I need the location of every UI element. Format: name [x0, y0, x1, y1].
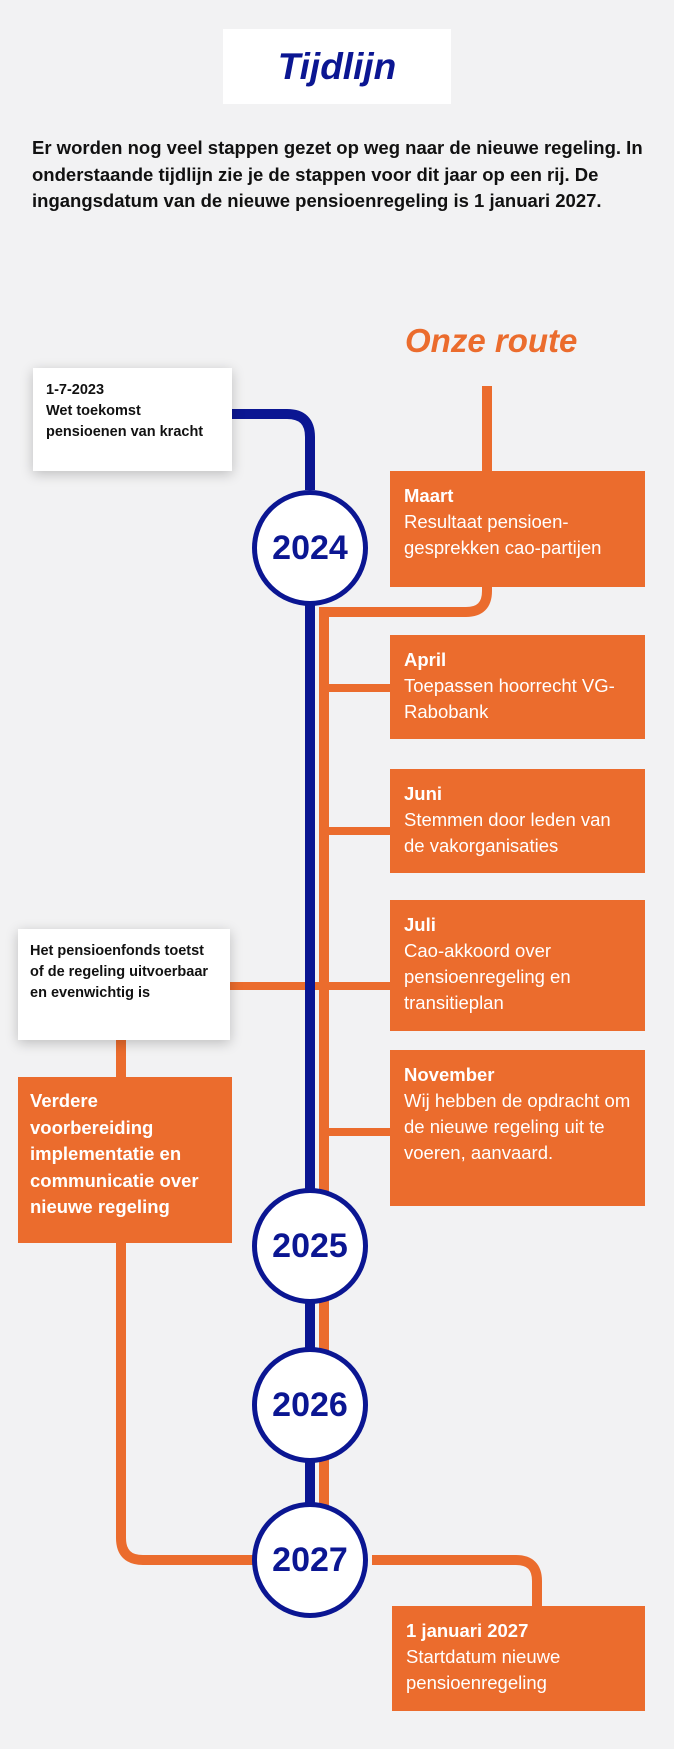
navy-law-connector: [232, 414, 310, 490]
year-label: 2027: [272, 1540, 348, 1579]
event-maart: [390, 471, 645, 587]
event-text: Resultaat pensioen-gesprekken cao-partijen: [404, 511, 602, 558]
orange-prep-route: [121, 1243, 258, 1560]
preparation-text: Verdere voorbereiding implementatie en communicatie over nieuwe regeling: [30, 1090, 199, 1217]
route-title: Onze route: [405, 322, 578, 359]
page-title: Tijdlijn: [277, 45, 397, 87]
law-note-date: 1-7-2023: [46, 382, 105, 398]
event-juli: [390, 900, 645, 1031]
orange-final-route: [372, 1560, 537, 1607]
event-juni: [390, 769, 645, 873]
event-text: Startdatum nieuwe pensioenregeling: [406, 1646, 561, 1693]
law-note-text: Wet toekomst pensioenen van kracht: [46, 403, 204, 440]
intro-text: Er worden nog veel stappen gezet op weg naar de nieuwe regeling. In onderstaande tijdlijn zie je de stappen voor dit jaar op een rij. De ingangsdatum van de nieuwe pensioenregeling is 1 januari 2027.: [32, 137, 643, 211]
law-note-box: [33, 368, 232, 471]
year-label: 2024: [272, 528, 348, 567]
event-month: November: [404, 1064, 495, 1085]
year-2026-circle: [252, 1347, 368, 1463]
event-month: 1 januari 2027: [406, 1620, 529, 1641]
year-label: 2025: [272, 1226, 348, 1265]
event-text: Toepassen hoorrecht VG-Rabobank: [404, 675, 615, 722]
event-month: Juli: [404, 914, 436, 935]
event-april: [390, 635, 645, 739]
event-text: Cao-akkoord over pensioenregeling en transitieplan: [404, 940, 571, 1013]
event-month: Maart: [404, 485, 454, 506]
event-month: April: [404, 649, 447, 670]
preparation-box: [18, 1077, 232, 1243]
fund-note-text: Het pensioenfonds toetst of de regeling uitvoerbaar en evenwichtig is: [30, 943, 209, 1001]
year-2025-circle: [252, 1188, 368, 1304]
event-final: [392, 1606, 645, 1711]
year-2027-circle: [252, 1502, 368, 1618]
year-label: 2026: [272, 1385, 348, 1424]
event-month: Juni: [404, 783, 443, 804]
year-2024-circle: [252, 490, 368, 606]
event-text: Stemmen door leden van de vakorganisaties: [404, 809, 611, 856]
fund-note-box: [18, 929, 230, 1040]
event-text: Wij hebben de opdracht om de nieuwe regeling uit te voeren, aanvaard.: [404, 1090, 631, 1163]
event-november: [390, 1050, 645, 1206]
